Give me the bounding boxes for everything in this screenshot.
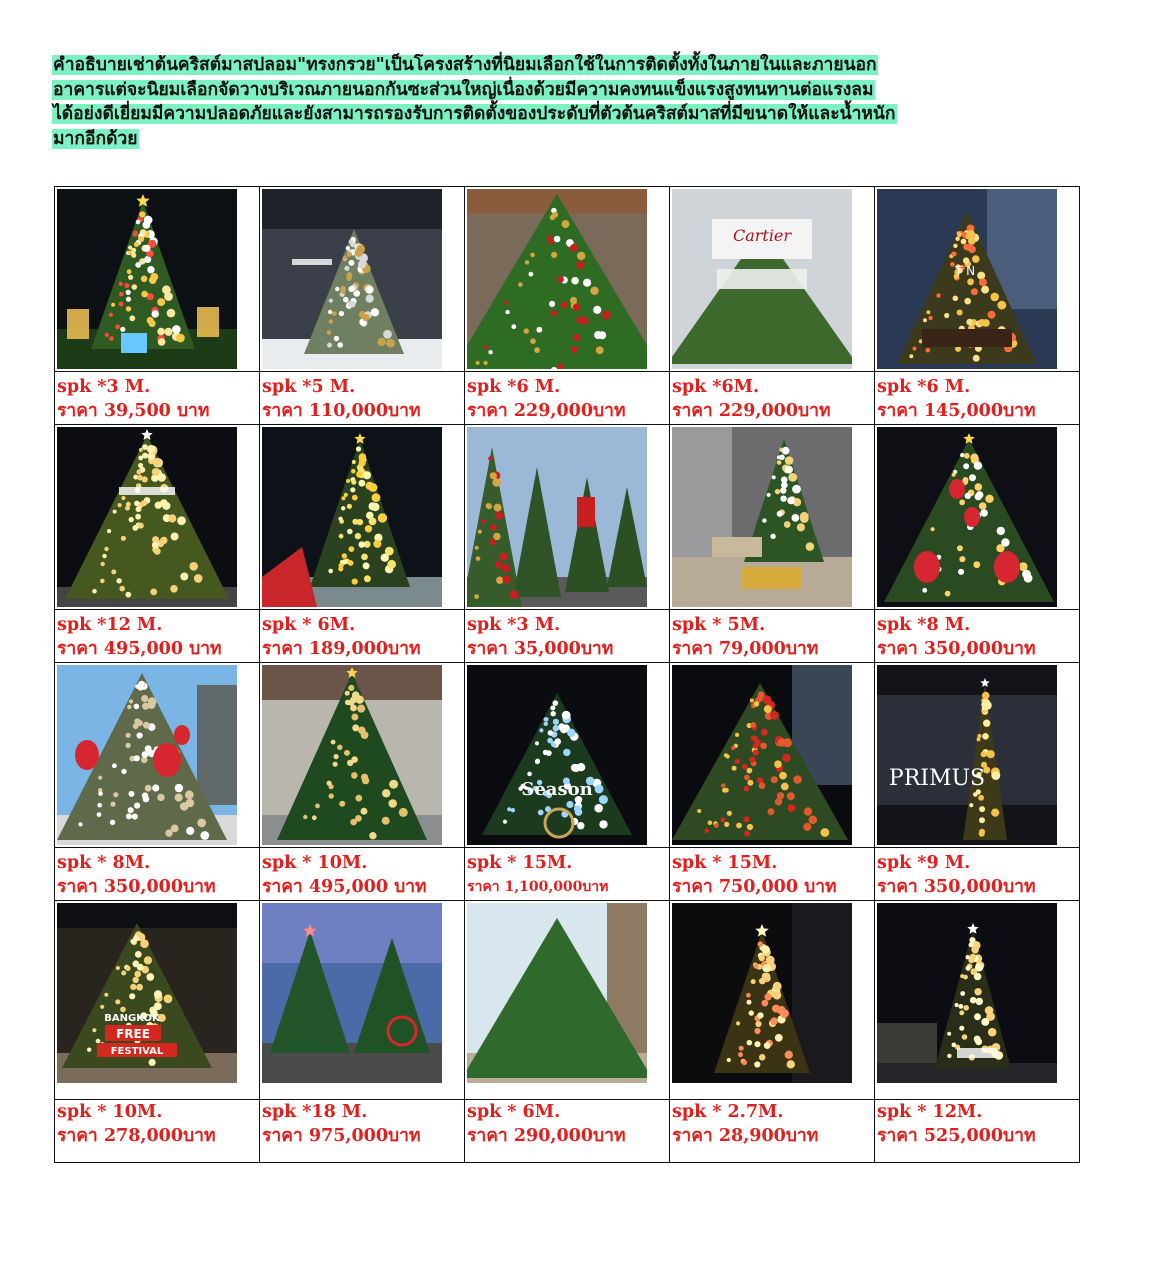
tree-photo — [672, 665, 852, 845]
tree-photo — [57, 427, 237, 607]
tn-sign: T N — [954, 264, 976, 278]
price-grid — [54, 186, 1080, 1163]
tree-price: ราคา 28,900บาท — [672, 1126, 819, 1146]
tree-price: ราคา 145,000บาท — [877, 401, 1036, 421]
price-row — [55, 372, 1080, 425]
tree-photo — [262, 427, 442, 607]
tree-price: ราคา 278,000บาท — [57, 1126, 216, 1146]
tree-price: ราคา 290,000บาท — [467, 1126, 626, 1146]
tree-size: spk * 5M. — [672, 615, 766, 635]
price-cell — [55, 610, 260, 663]
tree-photo — [57, 665, 237, 845]
price-row — [55, 1100, 1080, 1163]
tree-size: spk * 15M. — [672, 853, 778, 873]
tree-size: spk * 2.7M. — [672, 1102, 784, 1122]
tree-photo — [57, 189, 237, 369]
bangkok-sign: BANGKOK — [104, 1013, 160, 1024]
price-cell — [260, 1100, 465, 1163]
tree-size: spk *8 M. — [877, 615, 971, 635]
tree-size: spk * 12M. — [877, 1102, 983, 1122]
price-cell — [260, 848, 465, 901]
tree-price: ราคา 750,000 บาท — [672, 877, 837, 897]
tree-photo — [262, 903, 442, 1083]
photo-cell — [465, 425, 670, 610]
tree-size: spk * 6M. — [467, 1102, 561, 1122]
tree-price: ราคา 229,000บาท — [672, 401, 831, 421]
tree-size: spk * 8M. — [57, 853, 151, 873]
tree-price: ราคา 1,100,000บาท — [467, 879, 609, 895]
tree-price: ราคา 350,000บาท — [877, 639, 1036, 659]
photo-cell — [55, 425, 260, 610]
price-cell — [875, 848, 1080, 901]
description-paragraph — [52, 53, 1092, 151]
tree-price: ราคา 350,000บาท — [57, 877, 216, 897]
tree-photo — [672, 189, 852, 369]
tree-size: spk *18 M. — [262, 1102, 368, 1122]
tree-photo — [467, 665, 647, 845]
price-cell — [670, 372, 875, 425]
photo-cell — [55, 187, 260, 372]
tree-price: ราคา 79,000บาท — [672, 639, 819, 659]
tree-photo — [877, 903, 1057, 1083]
tree-price: ราคา 110,000บาท — [262, 401, 421, 421]
description-line: ได้อย่งดีเยี่ยมมีความปลอดภัยและยังสามารถรองรับการติดตั้งของประดับที่ตัวต้นคริสต์มาสที่มีขนาดให้และน้ำหนัก — [53, 104, 896, 124]
price-cell — [875, 610, 1080, 663]
tree-size: spk *6M. — [672, 377, 760, 397]
tree-size: spk *3 M. — [57, 377, 151, 397]
photo-row — [55, 663, 1080, 848]
photo-row — [55, 425, 1080, 610]
price-cell — [875, 1100, 1080, 1163]
tree-photo — [672, 427, 852, 607]
tree-size: spk *12 M. — [57, 615, 163, 635]
description-line: อาคารแต่จะนิยมเลือกจัดวางบริเวณภายนอกกันซะส่วนใหญ่เนื่องด้วยมีความคงทนแข็งแรงสูงทนทานต่อแรงลม — [53, 79, 874, 100]
photo-cell — [670, 425, 875, 610]
tree-size: spk *6 M. — [467, 377, 561, 397]
tree-price: ราคา 495,000 บาท — [57, 639, 222, 659]
tree-photo — [57, 903, 237, 1083]
tree-price: ราคา 975,000บาท — [262, 1126, 421, 1146]
tree-price: ราคา 39,500 บาท — [57, 401, 210, 421]
price-cell — [55, 372, 260, 425]
price-cell — [260, 372, 465, 425]
photo-cell — [260, 187, 465, 372]
tree-photo — [467, 903, 647, 1083]
tree-photo — [877, 189, 1057, 369]
price-cell — [465, 372, 670, 425]
photo-cell — [670, 901, 875, 1100]
tree-size: spk *9 M. — [877, 853, 971, 873]
price-row — [55, 610, 1080, 663]
description-line: มากอีกด้วย — [53, 128, 138, 149]
tree-price: ราคา 229,000บาท — [467, 401, 626, 421]
tree-price: ราคา 495,000 บาท — [262, 877, 427, 897]
photo-cell — [670, 187, 875, 372]
photo-cell — [260, 901, 465, 1100]
price-cell — [260, 610, 465, 663]
price-cell — [670, 1100, 875, 1163]
photo-row — [55, 187, 1080, 372]
price-cell — [670, 848, 875, 901]
tree-photo — [877, 665, 1057, 845]
tree-photo — [467, 427, 647, 607]
photo-cell — [875, 663, 1080, 848]
price-cell — [465, 610, 670, 663]
tree-photo — [262, 189, 442, 369]
season-sign: Season — [521, 779, 593, 800]
tree-size: spk *3 M. — [467, 615, 561, 635]
free-sign: FREE — [116, 1027, 150, 1041]
tree-photo — [877, 427, 1057, 607]
price-cell — [55, 1100, 260, 1163]
price-cell — [465, 1100, 670, 1163]
description-line: คำอธิบายเช่าต้นคริสต์มาสปลอม"ทรงกรวย"เป็นโครงสร้างที่นิยมเลือกใช้ในการติดตั้งทั้งในภายในและภายนอก — [53, 55, 877, 75]
price-cell — [55, 848, 260, 901]
tree-price: ราคา 189,000บาท — [262, 639, 421, 659]
photo-cell — [875, 425, 1080, 610]
photo-cell — [260, 663, 465, 848]
tree-photo — [262, 665, 442, 845]
tree-size: spk * 6M. — [262, 615, 356, 635]
festival-sign: FESTIVAL — [110, 1046, 164, 1057]
cartier-sign: Cartier — [732, 226, 792, 245]
tree-photo — [672, 903, 852, 1083]
price-cell — [875, 372, 1080, 425]
tree-size: spk * 10M. — [57, 1102, 163, 1122]
tree-size: spk *6 M. — [877, 377, 971, 397]
tree-size: spk * 10M. — [262, 853, 368, 873]
photo-cell — [260, 425, 465, 610]
photo-cell — [465, 187, 670, 372]
primus-sign: PRIMUS — [888, 766, 986, 791]
tree-photo — [467, 189, 647, 369]
photo-cell — [465, 663, 670, 848]
tree-price: ราคา 35,000บาท — [467, 639, 614, 659]
price-cell — [465, 848, 670, 901]
photo-cell — [875, 901, 1080, 1100]
tree-size: spk * 15M. — [467, 853, 573, 873]
photo-row — [55, 901, 1080, 1100]
photo-cell — [670, 663, 875, 848]
tree-price: ราคา 525,000บาท — [877, 1126, 1036, 1146]
photo-cell — [875, 187, 1080, 372]
photo-cell — [465, 901, 670, 1100]
price-row — [55, 848, 1080, 901]
photo-cell — [55, 901, 260, 1100]
tree-price: ราคา 350,000บาท — [877, 877, 1036, 897]
tree-size: spk *5 M. — [262, 377, 356, 397]
photo-cell — [55, 663, 260, 848]
price-cell — [670, 610, 875, 663]
